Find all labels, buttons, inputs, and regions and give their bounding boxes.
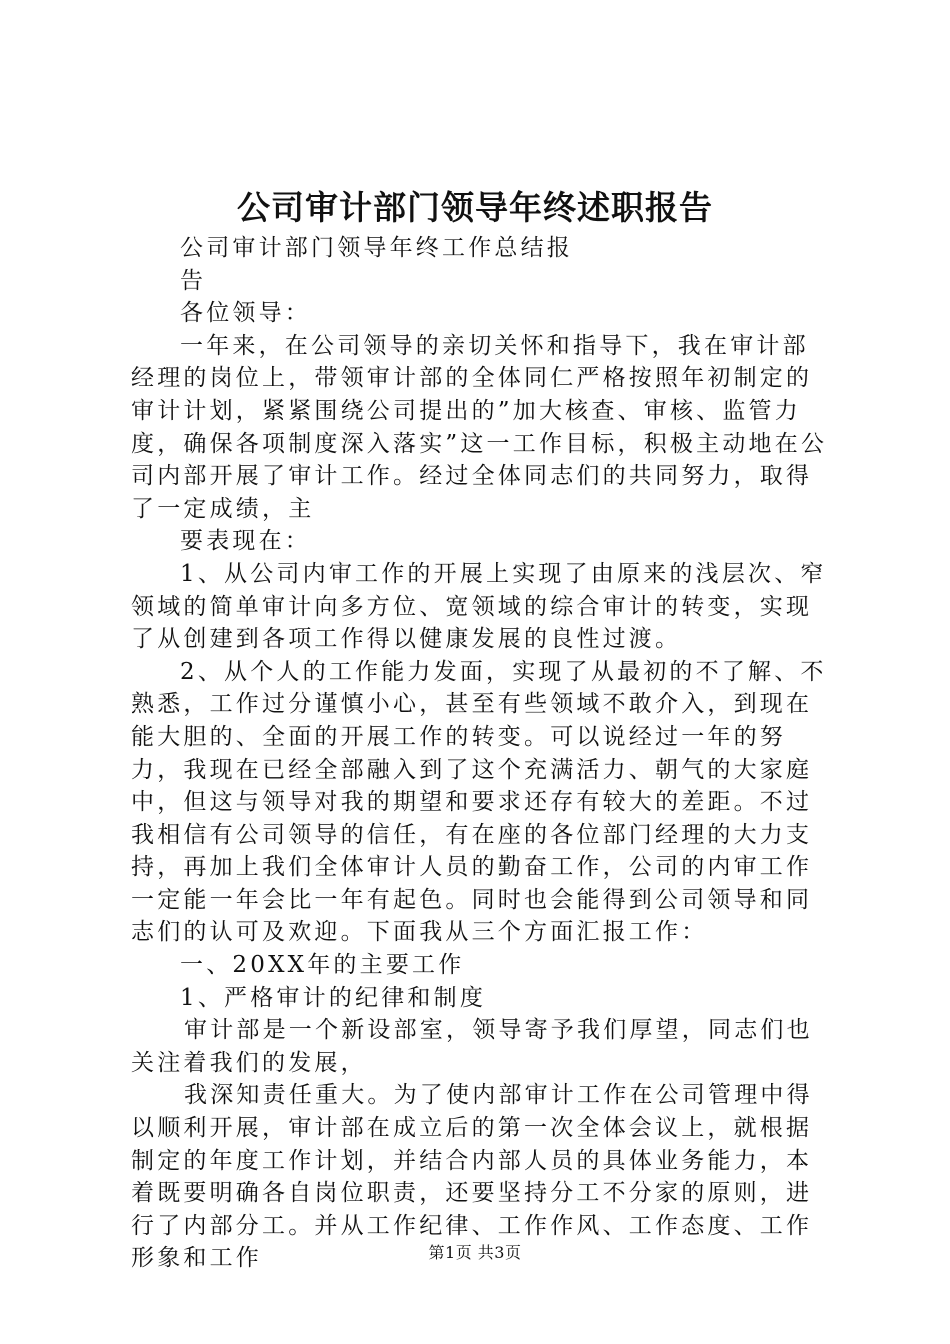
body-paragraph: 一年来，在公司领导的亲切关怀和指导下，我在审计部经理的岗位上，带领审计部的全体同仁严格按照年初制定的审计计划，紧紧围绕公司提出的”加大核查、审核、监管力度，确保各项制度深入落实”这一工作目标，积极主动地在公司内部开展了审计工作。经过全体同志们的共同努力，取得了一定成绩，主 [131,332,828,522]
section-heading: 一、20XX年的主要工作 [180,952,465,979]
body-paragraph: 我深知责任重大。为了使内部审计工作在公司管理中得以顺利开展，审计部在成立后的第一次全体会议上，就根据制定的年度工作计划，并结合内部人员的具体业务能力，本着既要明确各自岗位职责，还要坚持分工不分家的原则，进行了内部分工。并从工作纪律、工作作风、工作态度、工作形象和工作 [131,1082,813,1272]
subsection-heading: 1、严格审计的纪律和制度 [180,984,487,1011]
body-paragraph: 2、从个人的工作能力发面，实现了从最初的不了解、不熟悉，工作过分谨慎小心，甚至有些领域不敢介入，到现在能大胆的、全面的开展工作的转变。可以说经过一年的努力，我现在已经全部融入到了这个充满活力、朝气的大家庭中，但这与领导对我的期望和要求还存有较大的差距。不过我相信有公司领导的信任，有在座的各位部门经理的大力支持，再加上我们全体审计人员的勤奋工作，公司的内审工作一定能一年会比一年有起色。同时也会能得到公司领导和同志们的认可及欢迎。下面我从三个方面汇报工作： [131,658,827,946]
body-paragraph: 告 [180,267,207,294]
document-title: 公司审计部门领导年终述职报告 [237,188,713,227]
document-body [131,232,831,1275]
body-paragraph: 公司审计部门领导年终工作总结报 [180,235,573,261]
body-paragraph: 1、从公司内审工作的开展上实现了由原来的浅层次、窄领域的简单审计向多方位、宽领域的综合审计的转变，实现了从创建到各项工作得以健康发展的良性过渡。 [131,560,827,653]
body-paragraph: 要表现在： [180,528,311,555]
page-number-footer: 第1页 共3页 [428,1243,522,1262]
body-paragraph: 各位领导： [180,300,311,327]
body-paragraph: 审计部是一个新设部室，领导寄予我们厚望，同志们也关注着我们的发展， [131,1017,813,1076]
